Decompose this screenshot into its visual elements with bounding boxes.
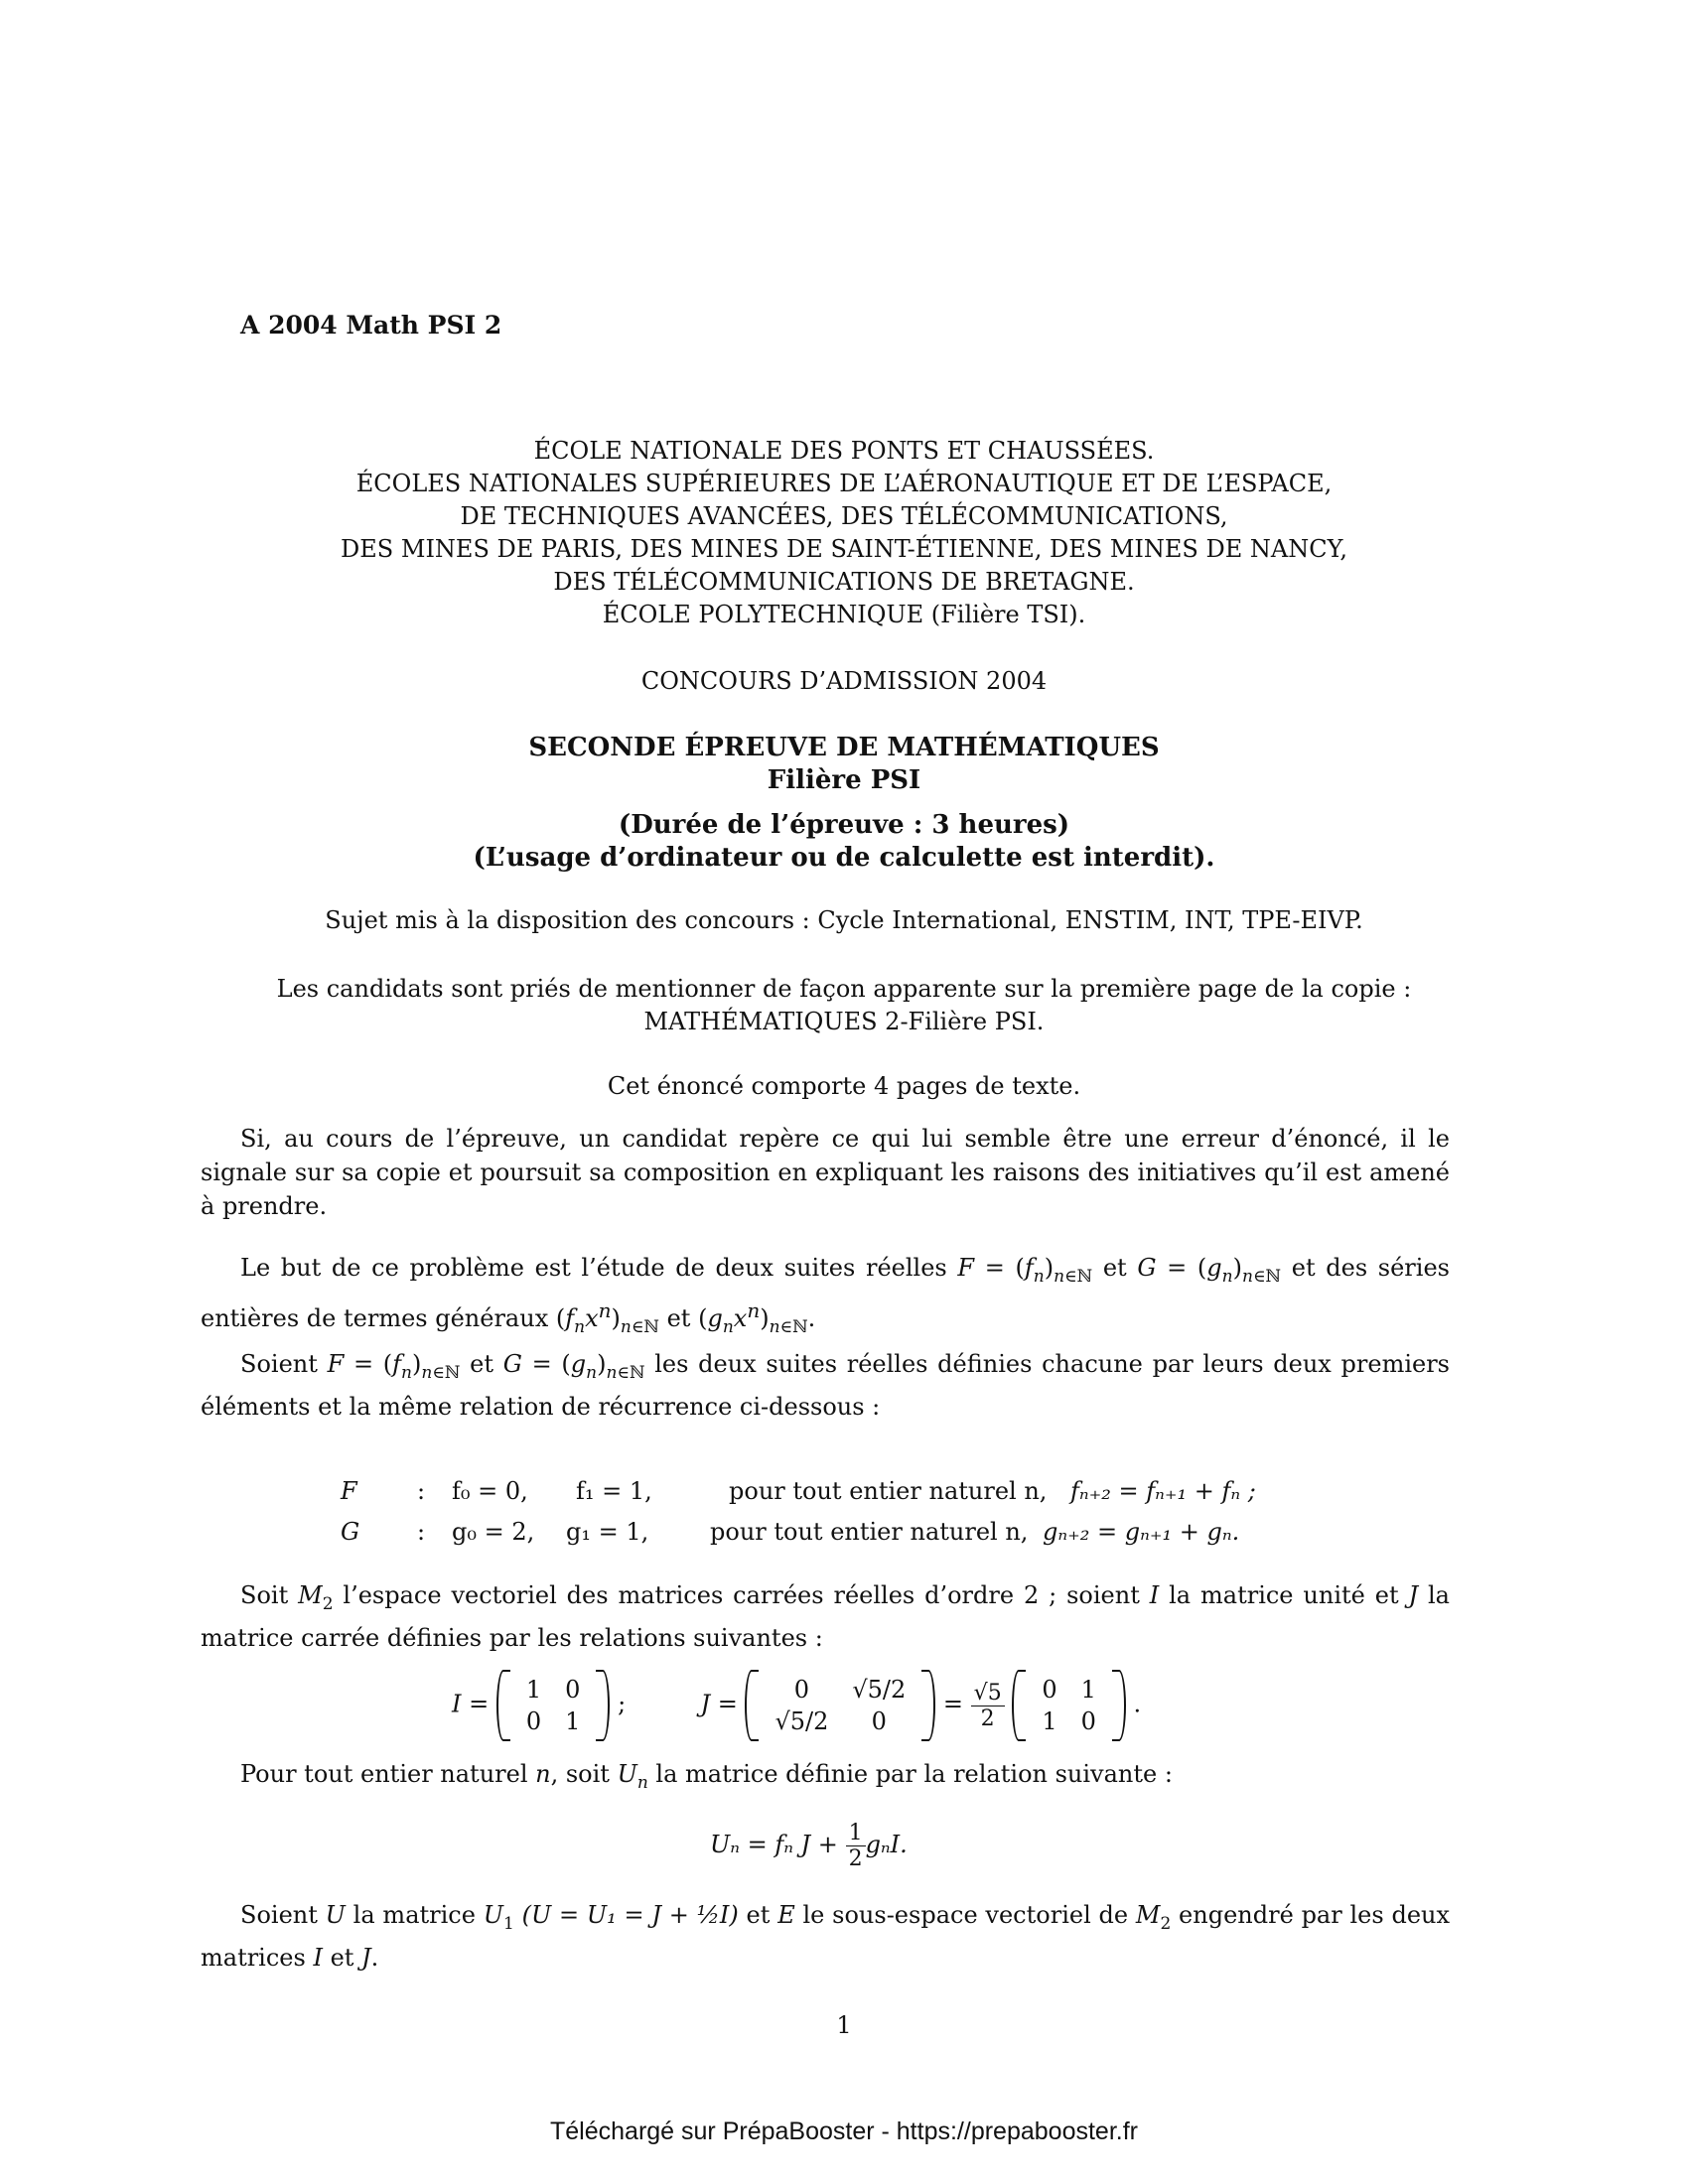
para-text: Pour tout entier naturel — [240, 1760, 536, 1788]
school-line: ÉCOLES NATIONALES SUPÉRIEURES DE L’AÉRONAUTIQUE ET DE L’ESPACE, — [355, 470, 1333, 497]
matrix-label: J = — [700, 1690, 738, 1718]
epreuve-title: SECONDE ÉPREUVE DE MATHÉMATIQUES — [528, 733, 1160, 762]
para-text: le sous-espace vectoriel de — [794, 1901, 1136, 1929]
recurrence-text: pour tout entier naturel n, — [729, 1477, 1048, 1505]
math-inline: F — [957, 1254, 975, 1282]
matrix-j: 0 √5/2 √5/2 0 — [745, 1674, 935, 1737]
fraction: $\frac{1}{2}$ — [846, 1821, 866, 1871]
init-value: f₁ = 1, — [576, 1477, 652, 1505]
para-but: Le but de ce problème est l’étude de deux suites réelles $F = (f_n)_{n\in ℕ}$ et $G = (g_n)_{n\in ℕ}$ et des séries entières de termes généraux $(f_nx^n)_{n\in ℕ}$ et $(g_nx^n)_{n\in ℕ}$. — [201, 1254, 1450, 1337]
filiere-label: Filière PSI — [767, 765, 921, 795]
colon: : — [417, 1518, 426, 1546]
seq-name: G — [341, 1518, 360, 1546]
para-text: Le but de ce problème est l’étude de deux suites réelles — [240, 1254, 958, 1282]
math-inline: G — [1137, 1254, 1157, 1282]
para-text: la matrice unité et — [1159, 1581, 1409, 1609]
para-text: la matrice — [345, 1901, 484, 1929]
mention-block — [0, 973, 1688, 1038]
para-text: Soient — [240, 1901, 326, 1929]
para-soient: Soient $F = (f_n)_{n\in ℕ}$ et $G = (g_n)_{n\in ℕ}$ les deux suites réelles définies chacune par leurs deux premiers éléments et la même relation de récurrence ci-dessous : — [201, 1350, 1450, 1421]
download-footer: Téléchargé sur PrépaBooster - https://prepabooster.fr — [550, 2117, 1138, 2145]
fraction: $\frac{√5}{2}$ — [971, 1681, 1005, 1731]
para-text: . — [807, 1303, 816, 1332]
colon: : — [417, 1477, 426, 1505]
exam-code: A 2004 Math PSI 2 — [240, 311, 502, 340]
para-text: l’espace vectoriel des matrices carrées réelles d’ordre 2 ; soient — [333, 1581, 1150, 1609]
school-line: DES MINES DE PARIS, DES MINES DE SAINT-ÉTIENNE, DES MINES DE NANCY, — [341, 535, 1347, 563]
erreur-paragraph — [201, 1122, 1450, 1223]
recurrence-relation: fₙ₊₂ = fₙ₊₁ + fₙ ; — [1070, 1477, 1256, 1505]
concours-title: CONCOURS D’ADMISSION 2004 — [640, 667, 1048, 695]
para-text: et — [658, 1303, 699, 1332]
para-u: Soient U la matrice $U_1$ (U = U₁ = J + ½I) et E le sous-espace vectoriel de $M_2$ engendré par les deux matrices I et J. — [201, 1901, 1451, 1972]
period: . — [1133, 1690, 1142, 1718]
school-line: DE TECHNIQUES AVANCÉES, DES TÉLÉCOMMUNICATIONS, — [460, 502, 1228, 530]
para-text: et — [322, 1943, 362, 1972]
math-inline: (U = U₁ = J + ½I) — [513, 1901, 739, 1929]
separator: ; — [618, 1690, 627, 1718]
mention-line: Les candidats sont priés de mentionner de façon apparente sur la première page de la copie : — [276, 975, 1412, 1003]
duree-block — [0, 809, 1688, 875]
usage-text: (L’usage d’ordinateur ou de calculette est interdit). — [473, 843, 1215, 873]
para-text: . — [370, 1943, 379, 1972]
seq-name: F — [341, 1477, 357, 1505]
para-text: la matrice carrée définies par les relations suivantes : — [201, 1581, 1450, 1652]
formula-lhs: Uₙ = fₙ J + — [710, 1831, 838, 1858]
erreur-text: Si, au cours de l’épreuve, un candidat repère ce qui lui semble être une erreur d’énoncé, il le signale sur sa copie et poursuit sa composition en expliquant les raisons des initiatives qu’il est amené à prendre. — [201, 1125, 1450, 1220]
para-m2: Soit $M_2$ l’espace vectoriel des matrices carrées réelles d’ordre 2 ; soient I la matrice unité et J la matrice carrée définies par les relations suivantes : — [201, 1581, 1450, 1652]
equals: = — [942, 1690, 964, 1718]
school-line: DES TÉLÉCOMMUNICATIONS DE BRETAGNE. — [553, 568, 1135, 596]
init-value: g₀ = 2, — [452, 1518, 535, 1546]
para-text: , soit — [550, 1760, 618, 1788]
matrix-label: I = — [452, 1690, 490, 1718]
matrix-k: 0 1 1 0 — [1012, 1674, 1126, 1737]
para-text: et des séries entières de termes généraux — [201, 1254, 1450, 1332]
para-text: les deux suites réelles définies chacune par leurs deux premiers éléments et la même relation de récurrence ci-dessous : — [201, 1350, 1450, 1421]
un-formula — [710, 1821, 908, 1871]
recurrence-relation: gₙ₊₂ = gₙ₊₁ + gₙ. — [1043, 1518, 1240, 1546]
disposition-note: Sujet mis à la disposition des concours : Cycle International, ENSTIM, INT, TPE-EIVP. — [325, 906, 1363, 934]
pages-note: Cet énoncé comporte 4 pages de texte. — [607, 1072, 1081, 1100]
para-text: et — [738, 1901, 778, 1929]
mention-subject: MATHÉMATIQUES 2-Filière PSI. — [643, 1008, 1045, 1035]
formula-rhs: gₙI. — [865, 1831, 908, 1858]
para-text: Soit — [240, 1581, 299, 1609]
init-value: f₀ = 0, — [452, 1477, 528, 1505]
matrix-i: 1 0 0 1 — [496, 1674, 611, 1737]
duree-text: (Durée de l’épreuve : 3 heures) — [618, 810, 1070, 840]
para-text: et — [1092, 1254, 1138, 1282]
para-text: la matrice définie par la relation suivante : — [647, 1760, 1173, 1788]
para-un: Pour tout entier naturel n, soit $U_n$ la matrice définie par la relation suivante : — [240, 1760, 1173, 1793]
para-text: engendré par les deux matrices — [201, 1901, 1451, 1972]
epreuve-title-block — [0, 732, 1688, 797]
school-line: ÉCOLE NATIONALE DES PONTS ET CHAUSSÉES. — [533, 437, 1155, 465]
page-number: 1 — [836, 2011, 852, 2039]
para-text: et — [460, 1350, 503, 1378]
schools-block — [0, 435, 1688, 631]
school-line: ÉCOLE POLYTECHNIQUE (Filière TSI). — [602, 601, 1086, 628]
init-value: g₁ = 1, — [566, 1518, 649, 1546]
recurrence-text: pour tout entier naturel n, — [710, 1518, 1029, 1546]
para-text: Soient — [240, 1350, 328, 1378]
matrix-definitions — [452, 1674, 1141, 1737]
